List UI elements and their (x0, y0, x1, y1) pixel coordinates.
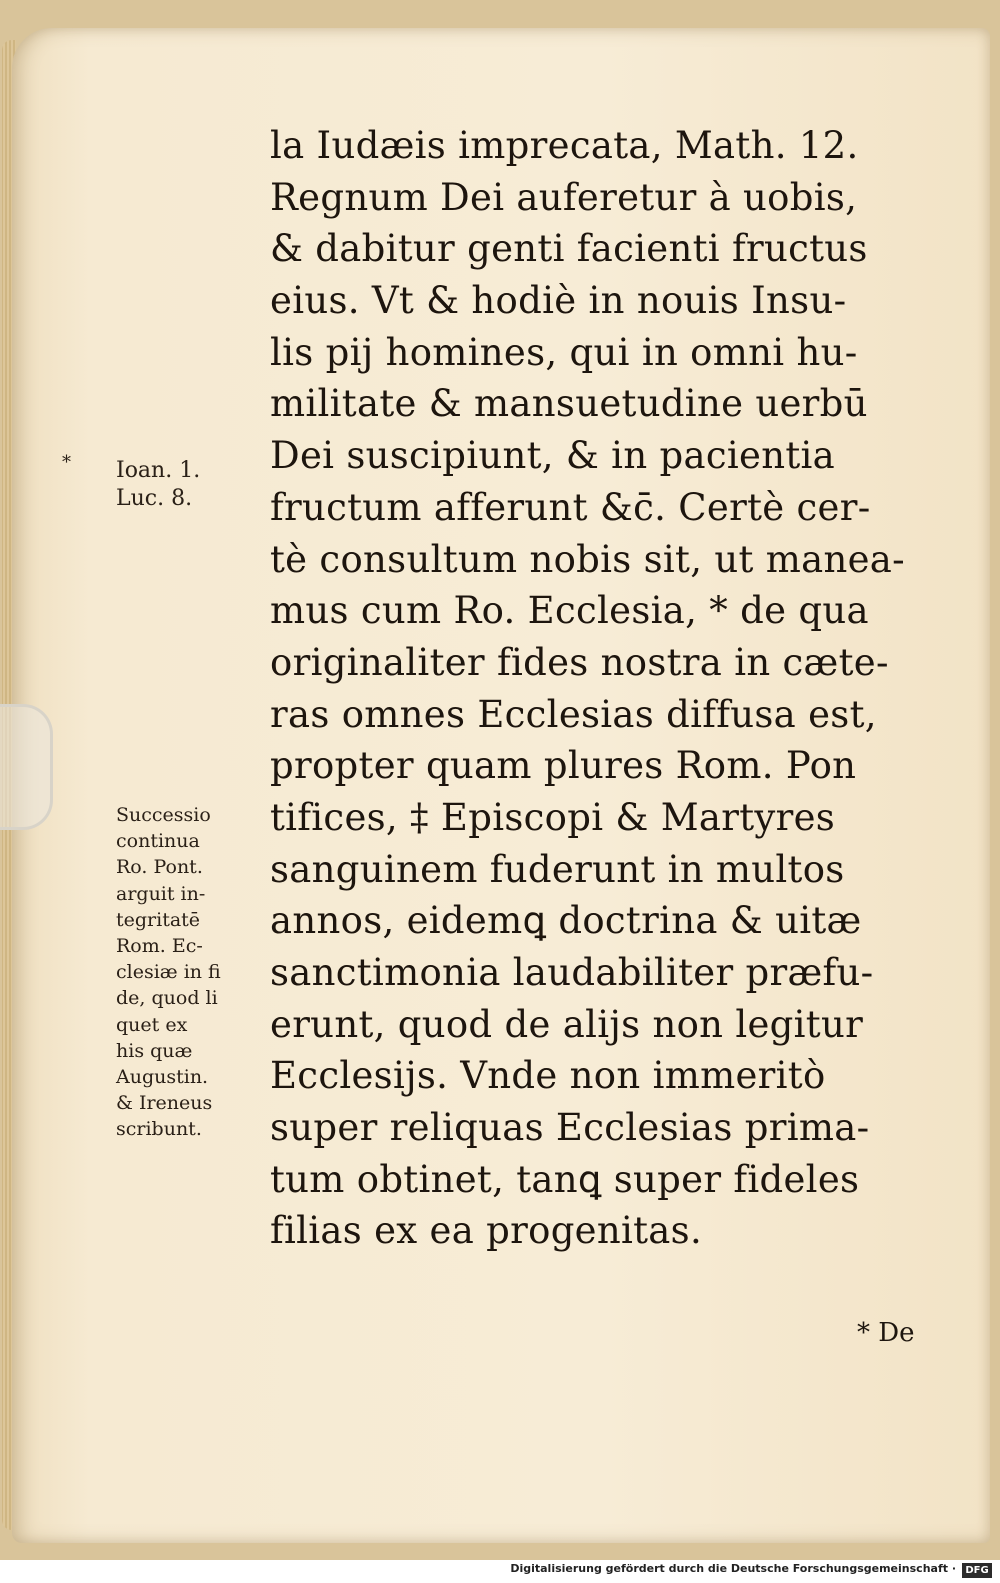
margin-note-line: scribunt. (116, 1118, 202, 1141)
margin-note-scripture (116, 457, 200, 513)
margin-note-successio (116, 802, 221, 1142)
dfg-logo: DFG (962, 1563, 992, 1578)
text-line: tum obtinet, tanꝗ super fideles (270, 1157, 860, 1201)
text-line: tifices, ‡ Episcopi & Martyres (270, 795, 836, 839)
text-line: tè consultum nobis sit, ut manea- (270, 537, 905, 581)
text-line: Ecclesijs. Vnde non immeritò (270, 1054, 826, 1098)
text-line: la Iudæis imprecata, Math. 12. (270, 124, 859, 167)
margin-note-line: arguit in- (116, 882, 206, 905)
margin-note-line: Ro. Pont. (116, 856, 203, 879)
text-line: annos, eidemꝗ doctrina & uitæ (270, 899, 862, 943)
margin-reference-mark: * (62, 452, 71, 473)
text-line: mus cum Ro. Ecclesia, * de qua (270, 589, 869, 633)
text-line: Dei suscipiunt, & in pacientia (270, 434, 835, 478)
text-line: filias ex ea progenitas. (270, 1209, 703, 1253)
margin-note-line: & Ireneus (116, 1092, 213, 1115)
book-clasp (0, 704, 53, 830)
catchword: * De (857, 1318, 915, 1348)
text-line: militate & mansuetudine uerbū (270, 382, 868, 426)
text-line: sanguinem fuderunt in multos (270, 847, 845, 891)
margin-note-line: Ioan. 1. (116, 458, 201, 483)
margin-note-line: his quæ (116, 1039, 193, 1062)
margin-note-line: Augustin. (116, 1065, 209, 1088)
margin-note-line: tegritatē (116, 908, 201, 931)
text-line: fructum afferunt &c̄. Certè cer- (270, 485, 871, 529)
funding-notice: Digitalisierung gefördert durch die Deutsche Forschungsgemeinschaft · (510, 1562, 956, 1575)
margin-note-line: clesiæ in fi (116, 961, 221, 984)
text-line: eius. Vt & hodiè in nouis Insu- (270, 279, 847, 323)
text-line: erunt, quod de alijs non legitur (270, 1002, 864, 1046)
margin-note-line: Luc. 8. (116, 486, 193, 511)
text-line: sanctimonia laudabiliter præfu- (270, 951, 874, 994)
text-line: lis pij homines, qui in omni hu- (270, 330, 858, 374)
margin-note-line: Successio (116, 804, 211, 826)
margin-note-line: continua (116, 830, 200, 853)
text-line: ras omnes Ecclesias diffusa est, (270, 692, 877, 736)
margin-note-line: de, quod li (116, 987, 218, 1010)
text-line: Regnum Dei auferetur à uobis, (270, 175, 858, 219)
body-text (270, 120, 950, 1257)
text-line: super reliquas Ecclesias prima- (270, 1106, 870, 1150)
margin-note-line: quet ex (116, 1013, 188, 1036)
text-line: propter quam plures Rom. Pon (270, 744, 857, 788)
text-line: originaliter fides nostra in cæte- (270, 640, 889, 684)
text-line: & dabitur genti facienti fructus (270, 227, 868, 271)
margin-note-line: Rom. Ec- (116, 934, 203, 957)
